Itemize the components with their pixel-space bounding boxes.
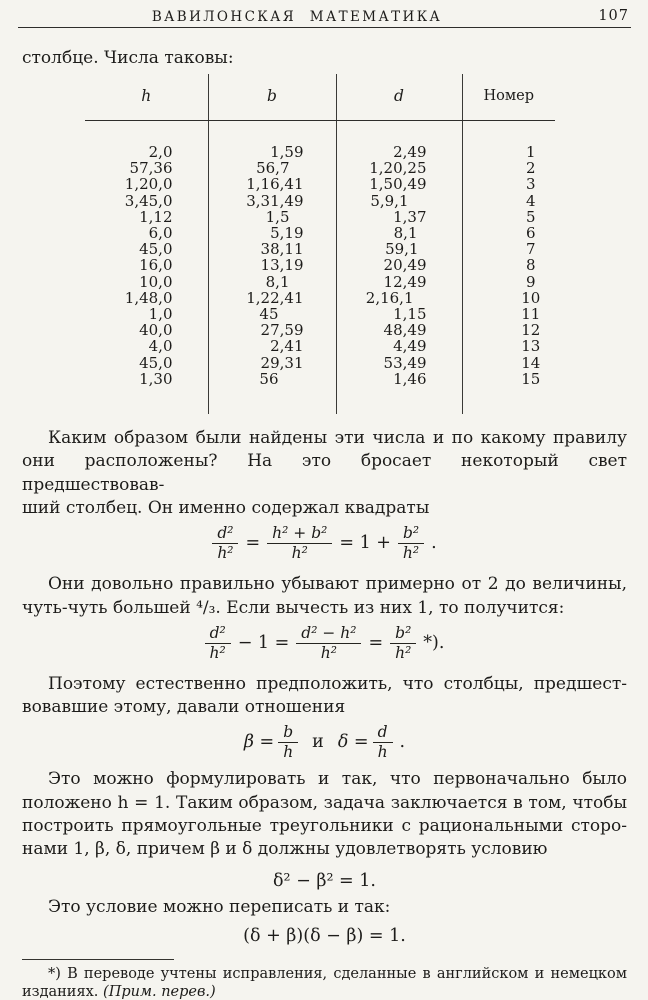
table-cell: 27,59 xyxy=(208,322,336,338)
operator: = xyxy=(245,533,261,554)
table-row xyxy=(85,209,555,225)
table-cell: 40,0 xyxy=(85,322,208,338)
conjunction: и xyxy=(312,732,324,753)
sexagesimal-table xyxy=(85,74,555,414)
paragraph-rewrite xyxy=(22,896,627,919)
formula-subtract-one xyxy=(22,623,627,662)
running-head xyxy=(18,8,631,28)
text-line: чуть-чуть большей ⁴/₃. Если вычесть из них 1, то получится: xyxy=(22,597,565,618)
table-row xyxy=(85,225,555,241)
fraction-denominator: h² xyxy=(209,643,226,662)
table-cell: 4 xyxy=(525,191,536,210)
table-row xyxy=(85,306,555,322)
table-cell: 8 xyxy=(525,256,536,275)
column-header-b: b xyxy=(208,74,336,121)
text-line: Они довольно правильно убывают примерно от 2 до величины, xyxy=(48,574,627,595)
table-cell: 1,12 xyxy=(85,209,208,225)
fraction xyxy=(390,623,416,662)
table-cell: 1,46 xyxy=(336,371,462,387)
table-cell: 3 xyxy=(525,175,536,194)
table-tail-cell xyxy=(462,387,555,414)
table-cell: 1,22,41 xyxy=(208,290,336,306)
table-cell: 3,31,49 xyxy=(208,193,336,209)
table-cell: 1,20,0 xyxy=(85,176,208,192)
table-cell: 1,5 xyxy=(208,209,336,225)
table-cell: 11 xyxy=(521,305,541,324)
table-cell: 2 xyxy=(525,159,536,178)
fraction-numerator: d xyxy=(373,725,393,743)
footnote-line-2 xyxy=(22,983,627,1000)
table-cell: 1,37 xyxy=(336,209,462,225)
formula-factored: (δ + β)(δ − β) = 1. xyxy=(243,925,406,946)
table-row xyxy=(85,322,555,338)
fraction xyxy=(296,623,361,662)
fraction xyxy=(278,725,298,760)
fraction-denominator: h² xyxy=(395,643,412,662)
fraction-denominator: h xyxy=(377,743,388,762)
fraction-denominator: h² xyxy=(291,544,308,563)
beta-equals: β = xyxy=(243,732,275,753)
text-line: построить прямоугольные треугольники с рациональными сторо- xyxy=(22,816,627,837)
table-row xyxy=(85,290,555,306)
column-header-nomer: Номер xyxy=(462,74,555,121)
paragraph-how-found xyxy=(22,427,627,520)
table-cell: 1,15 xyxy=(336,306,462,322)
footnote-line-1: *) В переводе учтены исправления, сделанные в английском и немецком xyxy=(48,965,627,982)
text-line: положено h = 1. Таким образом, задача заключается в том, чтобы xyxy=(22,792,627,813)
table-body xyxy=(85,121,555,415)
paragraph-ratios xyxy=(22,673,627,720)
text-line: вовавшие этому, давали отношения xyxy=(22,697,346,718)
table-cell: 29,31 xyxy=(208,355,336,371)
fraction-numerator: d² − h² xyxy=(296,626,361,644)
table-cell: 7 xyxy=(525,240,536,259)
table-cell: 1,59 xyxy=(208,121,336,161)
paragraph-formulation xyxy=(22,768,627,861)
table-row xyxy=(85,257,555,273)
fraction xyxy=(205,623,231,662)
intro-line: столбце. Числа таковы: xyxy=(22,48,234,68)
page-number: 107 xyxy=(598,8,629,24)
table-cell: 2,41 xyxy=(208,338,336,354)
table-cell: 15 xyxy=(521,369,541,388)
table-cell: 59,1 xyxy=(336,241,462,257)
table-cell: 56 xyxy=(208,371,336,387)
operator: − 1 = xyxy=(237,632,290,653)
table-row xyxy=(85,338,555,354)
table-row xyxy=(85,121,555,161)
fraction-numerator: b² xyxy=(398,526,424,544)
table-cell: 1,20,25 xyxy=(336,160,462,176)
table-header-row xyxy=(85,74,555,121)
table-cell: 12,49 xyxy=(336,274,462,290)
table-cell: 4,49 xyxy=(336,338,462,354)
table-cell: 6 xyxy=(525,224,536,243)
table-row xyxy=(85,193,555,209)
fraction-numerator: b² xyxy=(390,626,416,644)
table-row xyxy=(85,241,555,257)
table-cell: 3,45,0 xyxy=(85,193,208,209)
text-line: они расположены? На это бросает некоторый свет предшествовав- xyxy=(22,451,627,495)
formula-tail: . xyxy=(431,533,437,554)
fraction xyxy=(212,526,238,561)
table-cell: 10 xyxy=(521,288,541,307)
table-cell: 20,49 xyxy=(336,257,462,273)
table-header xyxy=(85,74,555,121)
table-cell: 4,0 xyxy=(85,338,208,354)
text-line: Это условие можно переписать и так: xyxy=(48,896,391,917)
table-cell: 8,1 xyxy=(208,274,336,290)
text-line: Это можно формулировать и так, что первоначально было xyxy=(48,769,627,790)
footnote xyxy=(22,965,627,1000)
fraction-denominator: h² xyxy=(217,544,234,563)
footnote-line-2-text: изданиях. xyxy=(22,984,104,1000)
table-cell: 57,36 xyxy=(85,160,208,176)
table-cell: 13,19 xyxy=(208,257,336,273)
table-cell: 45,0 xyxy=(85,241,208,257)
text-line: Каким образом были найдены эти числа и по какому правилу xyxy=(48,428,627,449)
table-cell: 8,1 xyxy=(336,225,462,241)
table-cell: 1,0 xyxy=(85,306,208,322)
table-cell: 1,30 xyxy=(85,371,208,387)
table-tail-cell xyxy=(85,387,208,414)
table-cell: 2,49 xyxy=(336,121,462,161)
table-cell: 45,0 xyxy=(85,355,208,371)
table-row xyxy=(85,160,555,176)
table-row xyxy=(85,176,555,192)
text-line: Поэтому естественно предположить, что столбцы, предшест- xyxy=(48,673,627,694)
table-row xyxy=(85,371,555,387)
paragraph-decreasing xyxy=(22,573,627,620)
column-header-h: h xyxy=(85,74,208,121)
fraction-denominator: h xyxy=(283,743,294,762)
fraction-denominator: h² xyxy=(320,643,337,662)
running-head-title: ВАВИЛОНСКАЯ МАТЕМАТИКА xyxy=(151,9,443,25)
table-tail-cell xyxy=(336,387,462,414)
formula-condition: δ² − β² = 1. xyxy=(273,870,376,891)
footnote-rule xyxy=(22,959,174,960)
table-cell: 38,11 xyxy=(208,241,336,257)
fraction xyxy=(267,526,332,561)
table-row xyxy=(85,274,555,290)
table-cell: 1,48,0 xyxy=(85,290,208,306)
fraction xyxy=(398,526,424,561)
table-cell: 53,49 xyxy=(336,355,462,371)
table-cell: 1,50,49 xyxy=(336,176,462,192)
table-cell: 56,7 xyxy=(208,160,336,176)
formula-ratios xyxy=(22,725,627,760)
footnote-marker: *). xyxy=(423,632,445,653)
table-cell: 12 xyxy=(521,321,541,340)
fraction-numerator: d² xyxy=(205,626,231,644)
footnote-translator-note: (Прим. перев.) xyxy=(103,984,216,1000)
operator: = xyxy=(368,632,384,653)
table-cell: 48,49 xyxy=(336,322,462,338)
fraction-denominator: h² xyxy=(402,544,420,563)
table-cell: 10,0 xyxy=(85,274,208,290)
fraction-numerator: h² + b² xyxy=(267,526,332,544)
table-tail-row xyxy=(85,387,555,414)
table-cell: 14 xyxy=(521,353,541,372)
fraction-numerator: b xyxy=(278,725,298,743)
table-cell: 9 xyxy=(525,272,536,291)
table-cell: 5 xyxy=(525,207,536,226)
delta-equals: δ = xyxy=(337,732,369,753)
table-cell: 5,19 xyxy=(208,225,336,241)
table-cell: 6,0 xyxy=(85,225,208,241)
table-cell: 2,16,1 xyxy=(336,290,462,306)
table-tail-cell xyxy=(208,387,336,414)
fraction xyxy=(373,725,393,760)
table-cell: 2,0 xyxy=(85,121,208,161)
formula-tail: . xyxy=(399,732,406,753)
table-cell: 13 xyxy=(521,337,541,356)
table-cell: 16,0 xyxy=(85,257,208,273)
text-line: ший столбец. Он именно содержал квадраты xyxy=(22,497,430,518)
table-cell: 45 xyxy=(208,306,336,322)
column-header-d: d xyxy=(336,74,462,121)
text-line: нами 1, β, δ, причем β и δ должны удовлетворять условию xyxy=(22,839,548,860)
table-cell: 5,9,1 xyxy=(336,193,462,209)
table-cell: 1 xyxy=(525,143,536,161)
formula-squares xyxy=(22,526,627,561)
fraction-numerator: d² xyxy=(212,526,238,544)
operator: = 1 + xyxy=(339,533,391,554)
table-row xyxy=(85,355,555,371)
table-cell: 1,16,41 xyxy=(208,176,336,192)
